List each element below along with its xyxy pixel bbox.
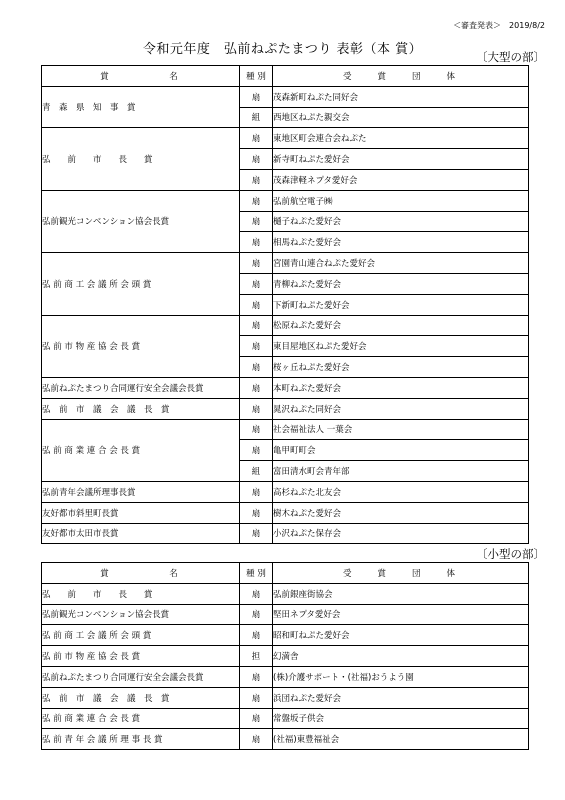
table-row: [42, 481, 529, 502]
entry-kind: 扇: [240, 190, 273, 211]
award-name: 弘 前 商 業 連 合 会 長 賞: [42, 708, 240, 729]
small-section-label: 〔小型の部〕: [476, 547, 545, 561]
header-kind: 種 別: [240, 563, 273, 584]
entry-group: 高杉ねぷた北友会: [273, 481, 529, 502]
award-name: 弘前ねぷたまつり合同運行安全会議会長賞: [42, 377, 240, 398]
entry-group: 亀甲町町会: [273, 440, 529, 461]
entry-group: 西地区ねぷた親交会: [273, 107, 529, 128]
table-row: [42, 523, 529, 544]
table-row: [42, 419, 529, 440]
entry-kind: 担: [240, 646, 273, 667]
table-row: [42, 708, 529, 729]
entry-group: (社福)東豊福祉会: [273, 729, 529, 750]
award-name: 弘 前 市 議 会 議 長 賞: [42, 687, 240, 708]
entry-group: 下新町ねぷた愛好会: [273, 294, 529, 315]
table-row: [42, 604, 529, 625]
entry-kind: 扇: [240, 666, 273, 687]
entry-group: 本町ねぷた愛好会: [273, 377, 529, 398]
entry-group: 社会福祉法人 一葉会: [273, 419, 529, 440]
award-name: 弘 前 市 長 賞: [42, 128, 240, 190]
award-name: 友好都市斜里町長賞: [42, 502, 240, 523]
table-row: [42, 646, 529, 667]
entry-group: 幻満舎: [273, 646, 529, 667]
header-award: 賞 名: [42, 563, 240, 584]
table-row: [42, 128, 529, 149]
entry-group: 晁沢ねぷた同好会: [273, 398, 529, 419]
entry-group: 松原ねぷた愛好会: [273, 315, 529, 336]
award-name: 弘 前 市 議 会 議 長 賞: [42, 398, 240, 419]
entry-kind: 扇: [240, 502, 273, 523]
entry-group: 昭和町ねぷた愛好会: [273, 625, 529, 646]
award-name: 弘 前 商 業 連 合 会 長 賞: [42, 419, 240, 481]
entry-kind: 扇: [240, 357, 273, 378]
table-row: [42, 729, 529, 750]
entry-kind: 扇: [240, 128, 273, 149]
entry-group: 樹木ねぷた愛好会: [273, 502, 529, 523]
entry-kind: 扇: [240, 377, 273, 398]
entry-kind: 扇: [240, 273, 273, 294]
entry-group: 弘前航空電子㈱: [273, 190, 529, 211]
award-name: 弘 前 青 年 会 議 所 理 事 長 賞: [42, 729, 240, 750]
entry-kind: 扇: [240, 523, 273, 544]
header-award: 賞 名: [42, 66, 240, 87]
header-group: 受 賞 団 体: [273, 563, 529, 584]
header-kind: 種 別: [240, 66, 273, 87]
entry-kind: 扇: [240, 398, 273, 419]
entry-kind: 扇: [240, 625, 273, 646]
table-row: [42, 377, 529, 398]
entry-kind: 扇: [240, 687, 273, 708]
entry-kind: 扇: [240, 149, 273, 170]
table-row: [42, 502, 529, 523]
award-name: 弘 前 商 工 会 議 所 会 頭 賞: [42, 253, 240, 315]
page-title: 令和元年度 弘前ねぷたまつり 表彰（本 賞）: [142, 42, 423, 57]
entry-group: 弘前銀座街協会: [273, 583, 529, 604]
award-name: 弘前観光コンベンション協会長賞: [42, 190, 240, 252]
award-name: 弘 前 市 長 賞: [42, 583, 240, 604]
entry-group: 青柳ねぷた愛好会: [273, 273, 529, 294]
entry-kind: 扇: [240, 729, 273, 750]
small-award-table: [41, 562, 529, 750]
entry-group: 宮園青山連合ねぷた愛好会: [273, 253, 529, 274]
table-row: [42, 625, 529, 646]
entry-group: 桜ヶ丘ねぷた愛好会: [273, 357, 529, 378]
award-name: 弘 前 市 物 産 協 会 長 賞: [42, 315, 240, 377]
entry-group: 樋子ねぷた愛好会: [273, 211, 529, 232]
entry-kind: 扇: [240, 440, 273, 461]
entry-kind: 扇: [240, 86, 273, 107]
large-section-label: 〔大型の部〕: [476, 50, 545, 64]
entry-kind: 扇: [240, 253, 273, 274]
entry-kind: 扇: [240, 232, 273, 253]
entry-group: 茂森新町ねぷた同好会: [273, 86, 529, 107]
entry-kind: 扇: [240, 481, 273, 502]
entry-group: 新寺町ねぷた愛好会: [273, 149, 529, 170]
entry-kind: 扇: [240, 211, 273, 232]
award-name: 弘 前 商 工 会 議 所 会 頭 賞: [42, 625, 240, 646]
award-name: 青 森 県 知 事 賞: [42, 86, 240, 128]
entry-group: 相馬ねぷた愛好会: [273, 232, 529, 253]
entry-kind: 扇: [240, 419, 273, 440]
entry-kind: 扇: [240, 583, 273, 604]
table-row: [42, 687, 529, 708]
award-name: 弘前観光コンベンション協会長賞: [42, 604, 240, 625]
table-row: [42, 315, 529, 336]
entry-kind: 組: [240, 107, 273, 128]
entry-group: 小沢ねぷた保存会: [273, 523, 529, 544]
entry-kind: 扇: [240, 169, 273, 190]
entry-kind: 扇: [240, 604, 273, 625]
table-header-row: [42, 563, 529, 584]
table-row: [42, 398, 529, 419]
entry-group: 茂森津軽ネプタ愛好会: [273, 169, 529, 190]
entry-group: 常盤坂子供会: [273, 708, 529, 729]
table-header-row: [42, 66, 529, 87]
entry-kind: 扇: [240, 708, 273, 729]
table-row: [42, 253, 529, 274]
entry-kind: 扇: [240, 315, 273, 336]
entry-group: (株)介護サポート・(社福)おうよう園: [273, 666, 529, 687]
entry-group: 堅田ネプタ愛好会: [273, 604, 529, 625]
entry-kind: 扇: [240, 336, 273, 357]
entry-group: 東目屋地区ねぷた愛好会: [273, 336, 529, 357]
table-row: [42, 666, 529, 687]
award-name: 弘前青年会議所理事長賞: [42, 481, 240, 502]
entry-group: 東地区町会連合会ねぷた: [273, 128, 529, 149]
announcement-date: ＜審査発表＞ 2019/8/2: [453, 21, 545, 30]
entry-kind: 組: [240, 461, 273, 482]
table-row: [42, 86, 529, 107]
entry-group: 富田清水町会青年部: [273, 461, 529, 482]
table-row: [42, 583, 529, 604]
table-row: [42, 190, 529, 211]
entry-group: 浜団ねぷた愛好会: [273, 687, 529, 708]
award-name: 友好都市太田市長賞: [42, 523, 240, 544]
award-name: 弘前ねぷたまつり合同運行安全会議会長賞: [42, 666, 240, 687]
large-award-table: [41, 65, 529, 544]
award-name: 弘 前 市 物 産 協 会 長 賞: [42, 646, 240, 667]
header-group: 受 賞 団 体: [273, 66, 529, 87]
entry-kind: 扇: [240, 294, 273, 315]
